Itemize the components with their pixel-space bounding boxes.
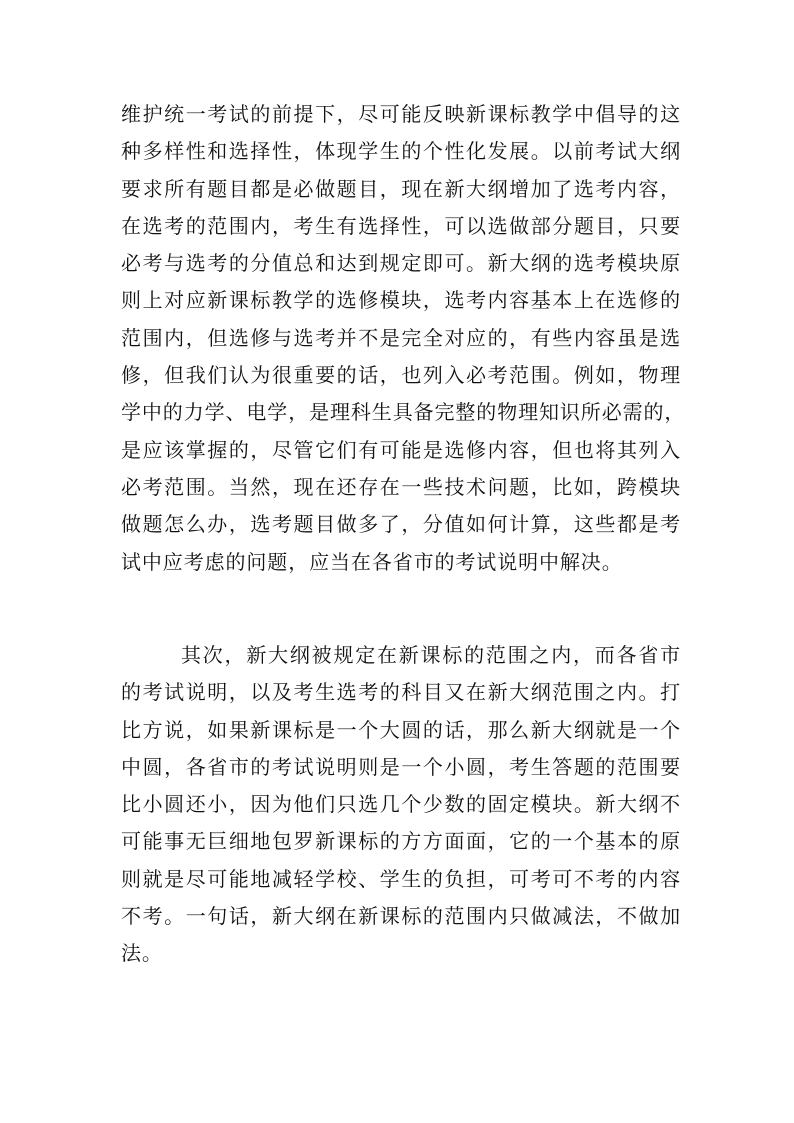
paragraph-2 — [121, 637, 681, 973]
paragraph-line: 做题怎么办，选考题目做多了，分值如何计算，这些都是考 — [121, 512, 681, 537]
paragraph-line: 则就是尽可能地减轻学校、学生的负担，可考可不考的内容 — [121, 866, 681, 891]
paragraph-line: 修，但我们认为很重要的话，也列入必考范围。例如，物理 — [121, 363, 681, 388]
paragraph-1 — [121, 96, 686, 581]
paragraph-line: 的考试说明，以及考生选考的科目又在新大纲范围之内。打 — [121, 680, 681, 705]
paragraph-line: 学中的力学、电学，是理科生具备完整的物理知识所必需的， — [121, 400, 686, 425]
paragraph-line: 维护统一考试的前提下，尽可能反映新课标教学中倡导的这 — [121, 102, 681, 126]
paragraph-line: 必考范围。当然，现在还存在一些技术问题，比如，跨模块 — [121, 474, 681, 499]
paragraph-line: 不考。一句话，新大纲在新课标的范围内只做减法，不做加 — [121, 904, 681, 929]
paragraph-line: 可能事无巨细地包罗新课标的方方面面，它的一个基本的原 — [121, 829, 681, 854]
paragraph-line: 范围内，但选修与选考并不是完全对应的，有些内容虽是选 — [121, 325, 681, 350]
paragraph-line: 试中应考虑的问题，应当在各省市的考试说明中解决。 — [121, 549, 623, 574]
paragraph-line: 比小圆还小，因为他们只选几个少数的固定模块。新大纲不 — [121, 792, 681, 817]
paragraph-line: 在选考的范围内，考生有选择性，可以选做部分题目，只要 — [121, 213, 681, 238]
paragraph-line: 是应该掌握的，尽管它们有可能是选修内容，但也将其列入 — [121, 437, 681, 462]
paragraph-line: 种多样性和选择性，体现学生的个性化发展。以前考试大纲 — [121, 139, 681, 164]
paragraph-line: 法。 — [121, 941, 163, 966]
paragraph-line: 则上对应新课标教学的选修模块，选考内容基本上在选修的 — [121, 288, 681, 313]
paragraph-line: 必考与选考的分值总和达到规定即可。新大纲的选考模块原 — [121, 251, 681, 276]
paragraph-line: 中圆，各省市的考试说明则是一个小圆，考生答题的范围要 — [121, 754, 681, 779]
paragraph-line: 要求所有题目都是必做题目，现在新大纲增加了选考内容， — [121, 176, 681, 201]
paragraph-line: 比方说，如果新课标是一个大圆的话，那么新大纲就是一个 — [121, 717, 681, 742]
paragraph-line: 其次，新大纲被规定在新课标的范围之内，而各省市 — [181, 643, 681, 667]
